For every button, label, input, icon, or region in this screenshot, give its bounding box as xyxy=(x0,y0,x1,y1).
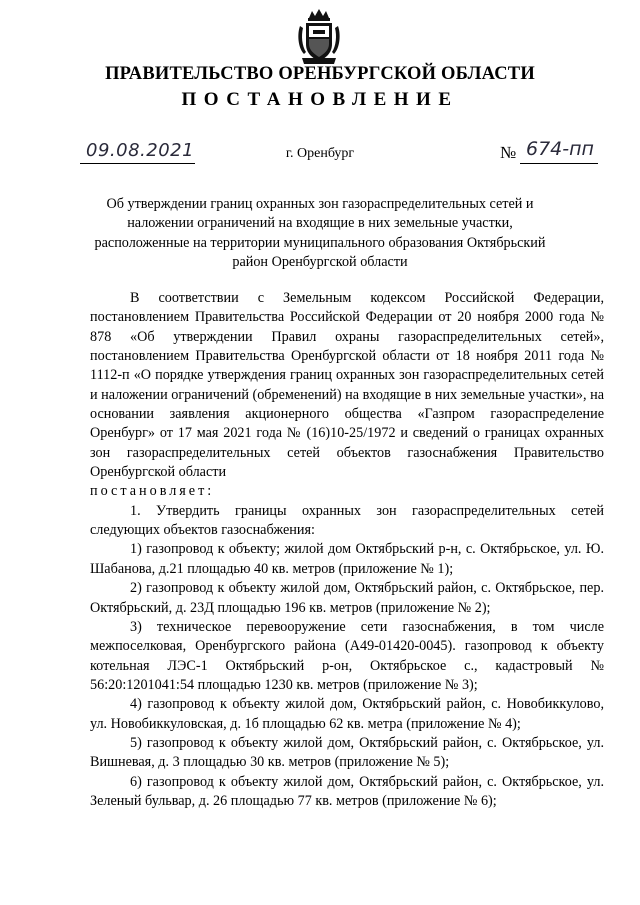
document-title: Об утверждении границ охранных зон газораспределительных сетей и наложении ограничений на входящие в них земельные участки, расположенные на территории муниципального образования Октябрьский район Оренбургской области xyxy=(94,196,546,270)
document-type: ПОСТАНОВЛЕНИЕ xyxy=(181,89,459,110)
organization-name: ПРАВИТЕЛЬСТВО ОРЕНБУРГСКОЙ ОБЛАСТИ xyxy=(105,64,535,84)
sub-item-5: 5) газопровод к объекту жилой дом, Октябрьский район, с. Октябрьское, ул. Вишневая, д. 3 площадью 30 кв. метров (приложение № 5); xyxy=(90,734,604,771)
sub-item-1: 1) газопровод к объекту; жилой дом Октябрьский р-н, с. Октябрьское, ул. Ю. Шабанова, д.21 площадью 40 кв. метров (приложение № 1); xyxy=(90,541,604,577)
resolution-word: постановляет: xyxy=(90,483,215,500)
sub-item-6: 6) газопровод к объекту жилой дом, Октябрьский район, с. Октябрьское, ул. Зеленый бульвар, д. 26 площадью 77 кв. метров (приложение № 6); xyxy=(90,773,604,809)
document-date: 09.08.2021 xyxy=(86,140,195,161)
document-body xyxy=(90,289,604,811)
sub-item-2: 2) газопровод к объекту жилой дом, Октябрьский район, с. Октябрьское, пер. Октябрьский, д. 23Д площадью 196 кв. метров (приложение № 2); xyxy=(90,580,604,616)
sub-item-3: 3) техническое перевооружение сети газоснабжения, в том числе межпоселковая, Оренбургского района (А49-01420-0045). газопровод к объекту котельная ЛЭС-1 Октябрьский р-он, Октябрьское с., кадастровый № 56:20:1201041:54 площадью 1230 кв. метров (приложение № 3); xyxy=(90,618,604,693)
sub-item-4: 4) газопровод к объекту жилой дом, Октябрьский район, с. Новобиккулово, ул. Новобиккуловская, д. 1б площадью 62 кв. метра (приложение № 4); xyxy=(90,696,604,732)
document-number: 674-пп xyxy=(526,138,594,160)
number-underline xyxy=(520,163,598,164)
item-1-paragraph: 1. Утвердить границы охранных зон газораспределительных сетей следующих объектов газоснабжения: xyxy=(90,502,604,539)
orenburg-coat-of-arms-icon xyxy=(296,8,342,66)
preamble-paragraph: В соответствии с Земельным кодексом Российской Федерации, постановлением Правительства Российской Федерации от 20 ноября 2000 года № 878 «Об утверждении Правил охраны газораспределительных сетей», постановлением Правительства Оренбургской области от 18 ноября 2011 года № 1112-п «О порядке утверждения границ охранных зон газораспределительных сетей и наложении ограничений (обременений) на входящие в них земельные участки», на основании заявления акционерного общества «Газпром газораспределение Оренбург» от 17 мая 2021 года № (16)10-25/1972 и сведений о границах охранных зон газораспределительных сетей объектов газоснабжения Правительство Оренбургской области xyxy=(90,290,604,481)
document-meta xyxy=(0,138,640,170)
number-sign: № xyxy=(500,143,517,162)
date-underline xyxy=(80,163,195,164)
document-city: г. Оренбург xyxy=(285,146,355,161)
